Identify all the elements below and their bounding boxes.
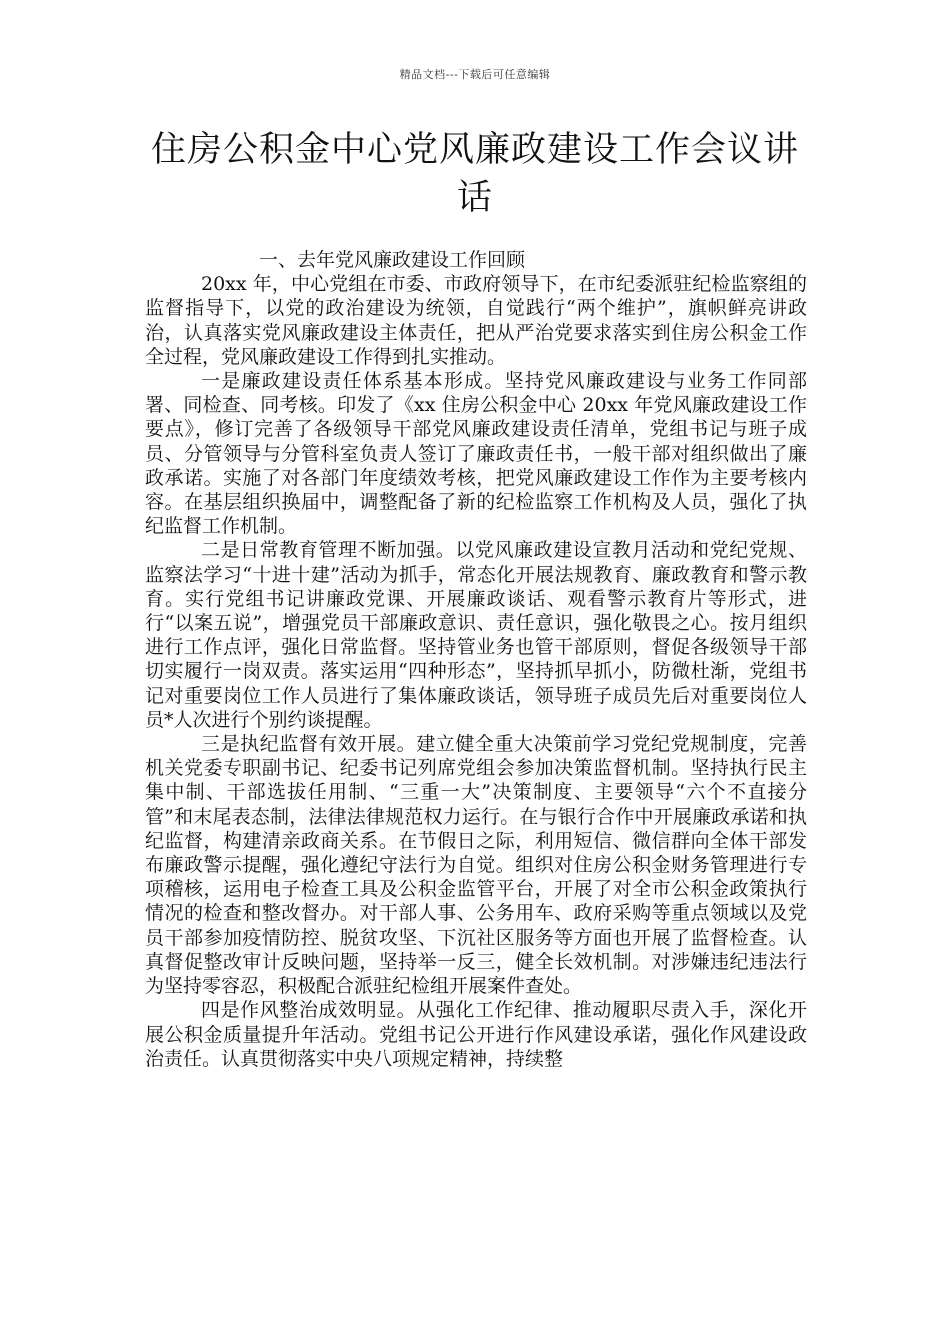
paragraph-education-management: 二是日常教育管理不断加强。以党风廉政建设宣教月活动和党纪党规、监察法学习“十进十建”活动为抓手，常态化开展法规教育、廉政教育和警示教育。实行党组书记讲廉政党课、开展廉政谈话、观看警示教育片等形式，进行“以案五说”，增强党员干部廉政意识、责任意识，强化敬畏之心。按月组织进行工作点评，强化日常监督。坚持管业务也管干部原则，督促各级领导干部切实履行一岗双责。落实运用“四种形态”，坚持抓早抓小，防微杜渐，党组书记对重要岗位工作人员进行了集体廉政谈话，领导班子成员先后对重要岗位人员*人次进行个别约谈提醒。 bbox=[145, 539, 807, 731]
document-title: 住房公积金中心党风廉政建设工作会议讲话 bbox=[150, 130, 799, 218]
paragraph-discipline-supervision: 三是执纪监督有效开展。建立健全重大决策前学习党纪党规制度，完善机关党委专职副书记、纪委书记列席党组会参加决策监督机制。坚持执行民主集中制、干部选拔任用制、“三重一大”决策制度、主要领导“六个不直接分管”和末尾表态制，法律法律规范权力运行。在与银行合作中开展廉政承诺和执纪监督，构建清亲政商关系。在节假日之际，利用短信、微信群向全体干部发布廉政警示提醒，强化遵纪守法行为自觉。组织对住房公积金财务管理进行专项稽核，运用电子检查工具及公积金监管平台，开展了对全市公积金政策执行情况的检查和整改督办。对干部人事、公务用车、政府采购等重点领域以及党员干部参加疫情防控、脱贫攻坚、下沉社区服务等方面也开展了监督检查。认真督促整改审计反映问题，坚持举一反三，健全长效机制。对涉嫌违纪违法行为坚持零容忍，积极配合派驻纪检组开展案件查处。 bbox=[145, 733, 807, 998]
page-header-note: 精品文档---下载后可任意编辑 bbox=[399, 68, 551, 81]
paragraph-responsibility-system: 一是廉政建设责任体系基本形成。坚持党风廉政建设与业务工作同部署、同检查、同考核。印发了《xx 住房公积金中心 20xx 年党风廉政建设工作要点》，修订完善了各级领导干部党风廉政建设责任清单，党组书记与班子成员、分管领导与分管科室负责人签订了廉政责任书，一般干部对组织做出了廉政承诺。实施了对各部门年度绩效考核，把党风廉政建设工作作为主要考核内容。在基层组织换届中，调整配备了新的纪检监察工作机构及人员，强化了执纪监督工作机制。 bbox=[145, 370, 807, 538]
paragraph-intro: 20xx 年，中心党组在市委、市政府领导下，在市纪委派驻纪检监察组的监督指导下，以党的政治建设为统领，自觉践行“两个维护”，旗帜鲜亮讲政治，认真落实党风廉政建设主体责任，把从严治党要求落实到住房公积金工作全过程，党风廉政建设工作得到扎实推动。 bbox=[145, 273, 807, 368]
section-heading: 一、去年党风廉政建设工作回顾 bbox=[259, 249, 526, 271]
document-body bbox=[145, 248, 807, 1071]
paragraph-work-style: 四是作风整治成效明显。从强化工作纪律、推动履职尽责入手，深化开展公积金质量提升年活动。党组书记公开进行作风建设承诺，强化作风建设政治责任。认真贯彻落实中央八项规定精神，持续整 bbox=[145, 999, 807, 1070]
